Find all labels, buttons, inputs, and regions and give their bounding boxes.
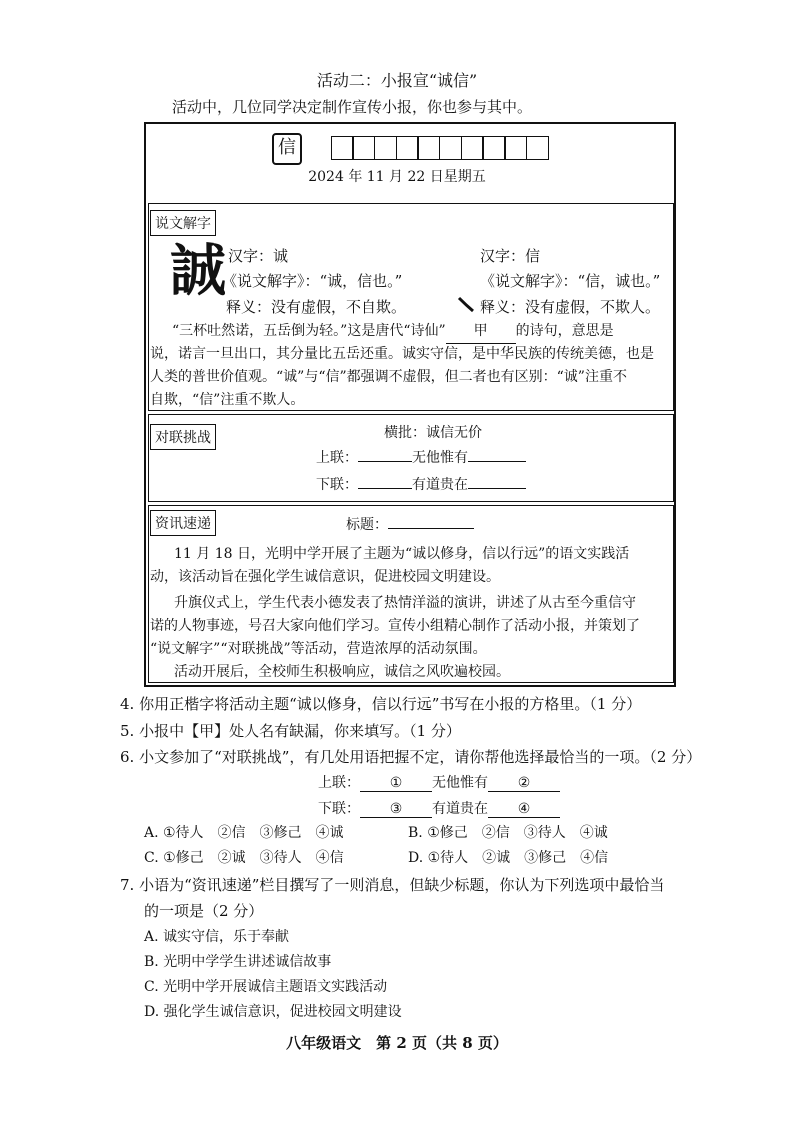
shuowen-para-line2: 说，诺言一旦出口，其分量比五岳还重。诚实守信，是中华民族的传统美德，也是 [150, 346, 654, 362]
news-p2c: “说文解字”“对联挑战”等活动，营造浓厚的活动氛围。 [150, 641, 487, 657]
intro-text: 活动中，几位同学决定制作宣传小报，你也参与其中。 [172, 98, 533, 116]
news-p2b: 诺的人物事迹，号召大家向他们学习。宣传小组精心制作了活动小报，并策划了 [150, 618, 640, 634]
blank-jia[interactable]: 甲 [446, 320, 516, 344]
xialian-blank-1[interactable] [358, 488, 412, 489]
news-p1a: 11 月 18 日，光明中学开展了主题为“诚以修身，信以行远”的语文实践活 [174, 546, 630, 562]
q6-xialian: 下联： ③ 有道贵在 ④ [318, 798, 560, 818]
left-hanzi: 汉字：诚 [228, 247, 289, 265]
q6-blank-3: ③ [360, 801, 432, 818]
grid-cell[interactable] [439, 136, 462, 160]
q7-option-c[interactable]: C. 光明中学开展诚信主题语文实践活动 [144, 979, 388, 995]
couplet-tag: 对联挑战 [150, 424, 216, 450]
news-tag: 资讯速递 [150, 510, 216, 536]
news-title-blank[interactable] [388, 528, 474, 529]
q7-option-b[interactable]: B. 光明中学学生讲述诚信故事 [144, 954, 332, 970]
news-p1b: 动，该活动旨在强化学生诚信意识，促进校园文明建设。 [150, 569, 500, 585]
q6-option-c[interactable]: C. ①修己 ②诚 ③待人 ④信 [144, 850, 344, 866]
shuowen-para-line4: 自欺，“信”注重不欺人。 [150, 392, 305, 408]
right-shuowen: 《说文解字》：“信，诚也。” [480, 272, 661, 290]
news-title-line: 标题： [346, 514, 474, 534]
question-5: 5. 小报中【甲】处人名有缺漏，你来填写。（1 分） [120, 722, 461, 740]
xin-logo-icon: 信 [272, 133, 302, 165]
news-p3: 活动开展后，全校师生积极响应，诚信之风吹遍校园。 [174, 664, 510, 680]
q6-option-d[interactable]: D. ①待人 ②诚 ③修己 ④信 [408, 850, 609, 866]
grid-cell[interactable] [417, 136, 440, 160]
grid-cell[interactable] [396, 136, 419, 160]
shanglian-blank-2[interactable] [468, 461, 526, 462]
page-footer: 八年级语文 第 2 页（共 8 页） [286, 1034, 508, 1052]
q6-option-b[interactable]: B. ①修己 ②信 ③待人 ④诚 [408, 825, 608, 841]
hengpi: 横批：诚信无价 [384, 425, 482, 441]
shanglian: 上联： 无他惟有 [316, 447, 526, 467]
issue-date: 2024 年 11 月 22 日星期五 [308, 169, 486, 185]
grid-cell[interactable] [352, 136, 375, 160]
shuowen-para-line1: “三杯吐然诺，五岳倒为轻。”这是唐代“诗仙” 甲 的诗句，意思是 [172, 320, 614, 344]
q6-option-a[interactable]: A. ①待人 ②信 ③修己 ④诚 [144, 825, 344, 841]
question-7-line2: 的一项是（2 分） [144, 902, 264, 920]
grid-cell[interactable] [461, 136, 484, 160]
right-hanzi: 汉字：信 [480, 247, 541, 265]
grid-cell[interactable] [374, 136, 397, 160]
right-meaning: 释义：没有虚假，不欺人。 [480, 298, 661, 316]
shuowen-tag: 说文解字 [150, 210, 216, 236]
question-6: 6. 小文参加了“对联挑战”，有几处用语把握不定，请你帮他选择最恰当的一项。（2 分） [120, 748, 702, 766]
writing-grid[interactable] [332, 136, 549, 160]
shanglian-blank-1[interactable] [358, 461, 412, 462]
left-shuowen: 《说文解字》：“诚，信也。” [222, 272, 403, 290]
seal-xin-icon [456, 295, 476, 315]
question-4: 4. 你用正楷字将活动主题“诚以修身，信以行远”书写在小报的方格里。（1 分） [120, 695, 642, 713]
q6-shanglian: 上联： ① 无他惟有 ② [318, 772, 560, 792]
grid-cell[interactable] [331, 136, 354, 160]
question-7-line1: 7. 小语为“资讯速递”栏目撰写了一则消息，但缺少标题，你认为下列选项中最恰当 [120, 876, 665, 894]
xialian-blank-2[interactable] [468, 488, 526, 489]
shuowen-para-line3: 人类的普世价值观。“诚”与“信”都强调不虚假，但二者也有区别：“诚”注重不 [150, 369, 627, 385]
q7-option-d[interactable]: D. 强化学生诚信意识，促进校园文明建设 [144, 1004, 402, 1020]
q6-blank-4: ④ [488, 801, 560, 818]
left-meaning: 释义：没有虚假，不自欺。 [226, 298, 407, 316]
news-p2a: 升旗仪式上，学生代表小德发表了热情洋溢的演讲，讲述了从古至今重信守 [174, 595, 636, 611]
grid-cell[interactable] [526, 136, 549, 160]
activity-title: 活动二：小报宣“诚信” [316, 71, 478, 90]
seal-cheng-icon: 誠 [170, 238, 226, 304]
grid-cell[interactable] [482, 136, 505, 160]
grid-cell[interactable] [504, 136, 527, 160]
q6-blank-2: ② [488, 775, 560, 792]
q6-blank-1: ① [360, 775, 432, 792]
xialian: 下联： 有道贵在 [316, 474, 526, 494]
q7-option-a[interactable]: A. 诚实守信，乐于奉献 [144, 929, 290, 945]
